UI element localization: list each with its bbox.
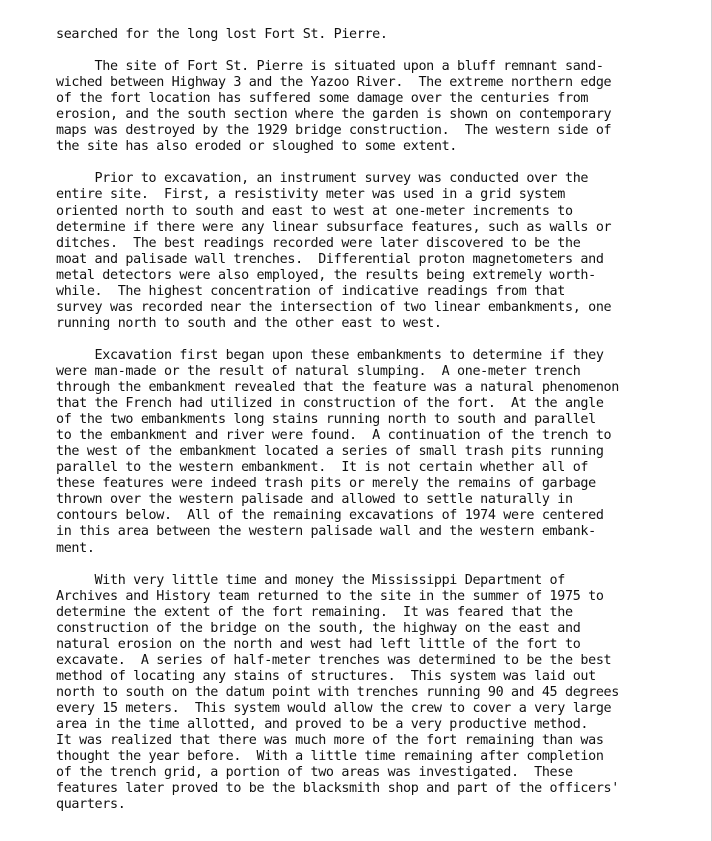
text-line: wiched between Highway 3 and the Yazoo River. The extreme northern edge	[56, 75, 612, 91]
text-line: running north to south and the other east to west.	[56, 315, 442, 331]
text-line: area in the time allotted, and proved to be a very productive method.	[56, 717, 589, 733]
paragraph-1	[56, 27, 696, 43]
text-line: construction of the bridge on the south, the highway on the east and	[56, 620, 581, 636]
paragraph-2	[56, 59, 696, 155]
text-line: moat and palisade wall trenches. Differential proton magnetometers and	[56, 251, 604, 267]
text-line: metal detectors were also employed, the results being extremely worth-	[56, 267, 596, 283]
text-line: north to south on the datum point with trenches running 90 and 45 degrees	[56, 684, 619, 700]
text-line: while. The highest concentration of indicative readings from that	[56, 283, 565, 299]
text-line: Excavation first began upon these embankments to determine if they	[56, 347, 604, 363]
text-line: quarters.	[56, 797, 126, 813]
text-line: natural erosion on the north and west had left little of the fort to	[56, 636, 581, 652]
text-line: The site of Fort St. Pierre is situated upon a bluff remnant sand-	[56, 59, 604, 75]
text-line: Archives and History team returned to the site in the summer of 1975 to	[56, 588, 604, 604]
text-line: of the trench grid, a portion of two areas was investigated. These	[56, 765, 573, 781]
text-line: determine the extent of the fort remaining. It was feared that the	[56, 604, 573, 620]
text-line: searched for the long lost Fort St. Pierre.	[56, 27, 388, 42]
text-line: the west of the embankment located a series of small trash pits running	[56, 444, 604, 460]
paragraph-gap	[56, 557, 696, 573]
text-line: determine if there were any linear subsurface features, such as walls or	[56, 219, 612, 235]
text-line: erosion, and the south section where the garden is shown on contemporary	[56, 107, 612, 123]
paragraph-3	[56, 171, 696, 331]
text-line: that the French had utilized in construction of the fort. At the angle	[56, 396, 604, 412]
text-line: maps was destroyed by the 1929 bridge construction. The western side of	[56, 123, 612, 139]
text-line: contours below. All of the remaining excavations of 1974 were centered	[56, 508, 604, 524]
text-line: features later proved to be the blacksmith shop and part of the officers'	[56, 781, 619, 797]
text-line: method of locating any stains of structures. This system was laid out	[56, 668, 596, 684]
text-line: oriented north to south and east to west at one-meter increments to	[56, 203, 573, 219]
paragraph-5	[56, 573, 696, 814]
text-line: thrown over the western palisade and allowed to settle naturally in	[56, 492, 573, 508]
text-line: the site has also eroded or sloughed to some extent.	[56, 139, 458, 155]
text-line: were man-made or the result of natural slumping. A one-meter trench	[56, 363, 581, 379]
paragraph-gap	[56, 43, 696, 59]
text-line: With very little time and money the Mississippi Department of	[56, 572, 565, 588]
text-line: these features were indeed trash pits or merely the remains of garbage	[56, 476, 596, 492]
text-line: entire site. First, a resistivity meter was used in a grid system	[56, 187, 565, 203]
document-body	[56, 27, 696, 813]
text-line: every 15 meters. This system would allow the crew to cover a very large	[56, 700, 612, 716]
text-line: ment.	[56, 540, 95, 556]
text-line: parallel to the western embankment. It is not certain whether all of	[56, 460, 589, 476]
text-line: to the embankment and river were found. A continuation of the trench to	[56, 428, 612, 444]
text-line: Prior to excavation, an instrument survey was conducted over the	[56, 171, 589, 187]
text-line: It was realized that there was much more of the fort remaining than was	[56, 733, 604, 749]
paragraph-4	[56, 348, 696, 557]
text-line: of the two embankments long stains running north to south and parallel	[56, 412, 596, 428]
text-line: thought the year before. With a little time remaining after completion	[56, 749, 604, 765]
text-line: in this area between the western palisade wall and the western embank-	[56, 524, 596, 540]
paragraph-gap	[56, 332, 696, 348]
paragraph-gap	[56, 155, 696, 171]
text-line: survey was recorded near the intersection of two linear embankments, one	[56, 299, 612, 315]
text-line: excavate. A series of half-meter trenches was determined to be the best	[56, 652, 612, 668]
text-line: through the embankment revealed that the feature was a natural phenomenon	[56, 380, 619, 396]
text-line: ditches. The best readings recorded were later discovered to be the	[56, 235, 581, 251]
text-line: of the fort location has suffered some damage over the centuries from	[56, 91, 589, 107]
